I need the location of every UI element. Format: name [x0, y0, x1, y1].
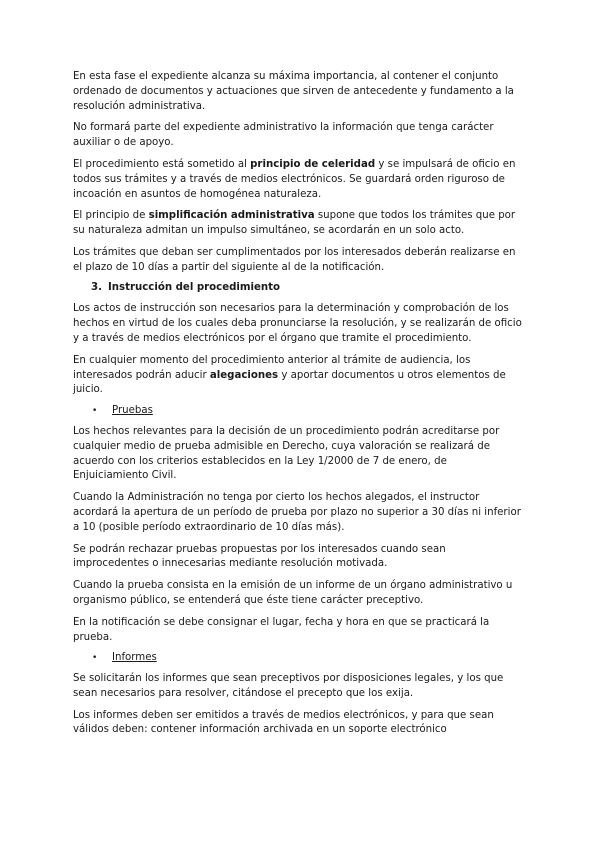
paragraph-celeridad	[73, 158, 523, 202]
bold-term-celeridad: principio de celeridad	[250, 158, 376, 170]
paragraph-actos-instruccion: Los actos de instrucción son necesarios para la determinación y comprobación de los hechos en virtud de los cuales deba pronunciarse la resolución, y se realizarán de oficio y a través de medios electrónicos por el órgano que tramite el procedimiento.	[73, 303, 522, 344]
paragraph-notificacion: En la notificación se debe consignar el lugar, fecha y hora en que se practicará la prueba.	[73, 616, 490, 643]
paragraph-tramites-plazo: Los trámites que deban ser cumplimentados por los interesados deberán realizarse en el plazo de 10 días a partir del siguiente al de la notificación.	[73, 246, 516, 273]
bullet-item-pruebas	[92, 404, 523, 419]
text-segment: El principio de	[73, 210, 149, 222]
text-segment: supone que todos los trámites que por su naturaleza admitan un impulso simultáneo, se acordarán en un solo acto.	[73, 210, 516, 237]
paragraph-hechos-relevantes: Los hechos relevantes para la decisión de un procedimiento podrán acreditarse por cualquier medio de prueba admisible en Derecho, cuya valoración se realizará de acuerdo con los criterios establecidos en la Ley 1/2000 de 7 de enero, de Enjuiciamiento Civil.	[73, 425, 500, 482]
text-segment: En cualquier momento del procedimiento anterior al trámite de audiencia, los interesados podrán aducir	[73, 354, 471, 381]
bullet-item-informes	[92, 651, 523, 666]
bullet-dot-icon: •	[92, 406, 98, 417]
paragraph-periodo-prueba: Cuando la Administración no tenga por cierto los hechos alegados, el instructor acordará la apertura de un período de prueba por plazo no superior a 30 días ni inferior a 10 (posible período extraordinario de 10 días más).	[73, 492, 521, 533]
bullet-label-informes: Informes	[112, 652, 157, 664]
bullet-dot-icon: •	[92, 653, 98, 664]
paragraph-simplificacion	[73, 209, 523, 239]
text-segment: y aportar documentos u otros elementos de juicio.	[73, 369, 506, 396]
section-title: Instrucción del procedimiento	[108, 281, 281, 293]
document-page	[73, 70, 523, 745]
paragraph-rechazar-pruebas: Se podrán rechazar pruebas propuestas por los interesados cuando sean improcedentes o innecesarias mediante resolución motivada.	[73, 543, 446, 570]
paragraph-expediente: En esta fase el expediente alcanza su máxima importancia, al contener el conjunto ordenado de documentos y actuaciones que sirven de antecedente y fundamento a la resolución administrativa.	[73, 71, 514, 112]
text-segment: y se impulsará de oficio en todos sus trámites y a través de medios electrónicos. Se guardará orden riguroso de incoación en asuntos de homogénea naturaleza.	[73, 158, 516, 200]
paragraph-informacion-auxiliar: No formará parte del expediente administrativo la información que tenga carácter auxiliar o de apoyo.	[73, 122, 494, 149]
paragraph-alegaciones	[73, 354, 523, 398]
section-heading	[91, 281, 523, 296]
text-segment: El procedimiento está sometido al	[73, 158, 251, 170]
bold-term-simplificacion: simplificación administrativa	[148, 210, 315, 222]
paragraph-informes-electronicos: Los informes deben ser emitidos a través de medios electrónicos, y para que sean válidos deben: contener información archivada en un soporte electrónico	[73, 709, 494, 736]
paragraph-solicitar-informes: Se solicitarán los informes que sean preceptivos por disposiciones legales, y los que sean necesarios para resolver, citándose el precepto que los exija.	[73, 673, 504, 699]
bold-term-alegaciones: alegaciones	[209, 369, 279, 381]
paragraph-informe-organo: Cuando la prueba consista en la emisión de un informe de un órgano administrativo u organismo público, se entenderá que éste tiene carácter preceptivo.	[73, 580, 513, 606]
bullet-label-pruebas: Pruebas	[112, 405, 153, 417]
section-number: 3.	[91, 281, 102, 293]
